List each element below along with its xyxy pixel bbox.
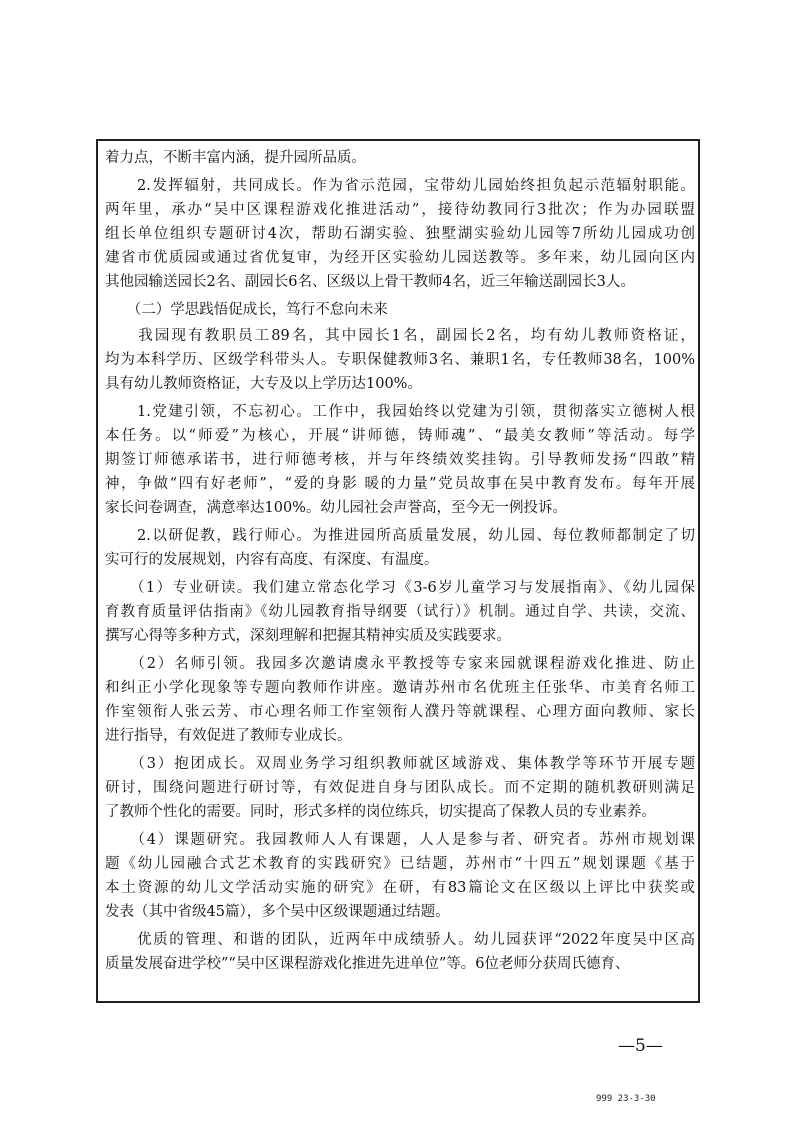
text-line: 建省市优质园或通过省优复审，为经开区实验幼儿园送教等。多年来，幼儿园向区内: [105, 250, 695, 266]
text-line: 我园现有教职员工89名，其中园长1名，副园长2名，均有幼儿教师资格证，: [105, 328, 695, 344]
text-line: （1）专业研读。我们建立常态化学习《3-6岁儿童学习与发展指南》、《幼儿园保: [105, 580, 695, 596]
text-line: 进行指导，有效促进了教师专业成长。: [105, 728, 352, 744]
text-line: （4）课题研究。我园教师人人有课题，人人是参与者、研究者。苏州市规划课: [105, 832, 695, 848]
text-line: （2）名师引领。我园多次邀请虞永平教授等专家来园就课程游戏化推进、防止: [105, 656, 695, 672]
text-line: 育教育质量评估指南》《幼儿园教育指导纲要（试行）》机制。通过自学、共读，交流、: [105, 604, 695, 620]
text-line: 质量发展奋进学校”“吴中区课程游戏化推进先进单位”等。6位老师分获周氏德育、: [105, 956, 630, 972]
page-number: —5—: [618, 1036, 663, 1056]
text-line: （3）抱团成长。双周业务学习组织教师就区域游戏、集体教学等环节开展专题: [105, 756, 695, 772]
text-line: 组长单位组织专题研讨4次，帮助石湖实验、独墅湖实验幼儿园等7所幼儿园成功创: [105, 226, 695, 242]
text-line: 优质的管理、和谐的团队，近两年中成绩骄人。幼儿园获评“2022年度吴中区高: [105, 932, 695, 948]
text-line: 具有幼儿教师资格证，大专及以上学历达100%。: [105, 376, 422, 392]
text-line: 作室领衔人张云芳、市心理名师工作室领衔人濮丹等就课程、心理方面向教师、家长: [105, 704, 695, 720]
text-line: （二）学思践悟促成长，笃行不怠向未来: [105, 302, 388, 318]
text-line: 撰写心得等多种方式，深刻理解和把握其精神实质及实践要求。: [105, 628, 511, 644]
text-line: 均为本科学历、区级学科带头人。专职保健教师3名、兼职1名，专任教师38名，100%: [105, 352, 695, 368]
text-line: 家长问卷调查，满意率达100%。幼儿园社会声誉高，至今无一例投诉。: [105, 500, 567, 516]
text-line: 题《幼儿园融合式艺术教育的实践研究》已结题，苏州市“十四五”规划课题《基于: [105, 856, 695, 872]
text-line: 两年里，承办“吴中区课程游戏化推进活动”，接待幼教同行3批次；作为办园联盟: [105, 202, 695, 218]
text-line: 神，争做“四有好老师”，“爱的身影 暖的力量”党员故事在吴中教育发布。每年开展: [105, 476, 695, 492]
text-line: 其他园输送园长2名、副园长6名、区级以上骨干教师4名，近三年输送副园长3人。: [105, 274, 635, 290]
text-line: 发表（其中省级45篇），多个吴中区级课题通过结题。: [105, 904, 450, 920]
text-line: 实可行的发展规划，内容有高度、有深度、有温度。: [105, 552, 439, 568]
print-stamp: 999 23-3-30: [596, 1094, 656, 1104]
text-line: 期签订师德承诺书，进行师德考核，并与年终绩效奖挂钩。引导教师发扬“四敢”精: [105, 452, 695, 468]
text-line: 了教师个性化的需要。同时，形式多样的岗位练兵，切实提高了保教人员的专业素养。: [105, 804, 656, 820]
text-line: 和纠正小学化现象等专题向教师作讲座。邀请苏州市名优班主任张华、市美育名师工: [105, 680, 695, 696]
text-line: 本任务。以“师爱”为核心，开展“讲师德，铸师魂”、“最美女教师”等活动。每学: [105, 428, 695, 444]
text-line: 着力点，不断丰富内涵，提升园所品质。: [105, 150, 366, 166]
text-line: 本土资源的幼儿文学活动实施的研究》在研，有83篇论文在区级以上评比中获奖或: [105, 880, 695, 896]
text-line: 2.以研促教，践行师心。为推进园所高质量发展，幼儿园、每位教师都制定了切: [105, 528, 695, 544]
text-line: 2.发挥辐射，共同成长。作为省示范园，宝带幼儿园始终担负起示范辐射职能。: [105, 178, 695, 194]
text-line: 研讨，围绕问题进行研讨等，有效促进自身与团队成长。而不定期的随机教研则满足: [105, 780, 695, 796]
text-line: 1.党建引领，不忘初心。工作中，我园始终以党建为引领，贯彻落实立德树人根: [105, 404, 695, 420]
